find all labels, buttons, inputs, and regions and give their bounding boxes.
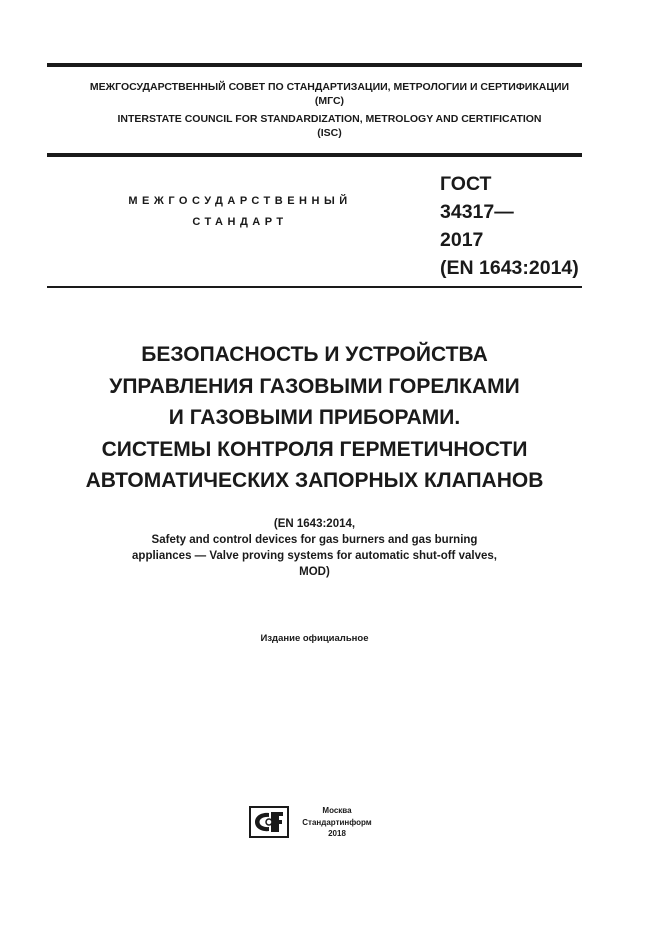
standartinform-logo-icon <box>249 806 289 838</box>
standard-type <box>60 191 420 233</box>
document-subtitle <box>47 516 582 580</box>
standard-type-line2: СТАНДАРТ <box>192 216 288 228</box>
gost-reference: (EN 1643:2014) <box>440 257 579 279</box>
council-ru-line: МЕЖГОСУДАРСТВЕННЫЙ СОВЕТ ПО СТАНДАРТИЗАЦИИ, МЕТРОЛОГИИ И СЕРТИФИКАЦИИ <box>89 81 570 93</box>
council-en-abbr: (ISC) <box>317 127 342 139</box>
gost-designation <box>440 170 579 282</box>
subtitle-line: appliances — Valve proving systems for automatic shut-off valves, <box>132 550 497 562</box>
title-line: АВТОМАТИЧЕСКИХ ЗАПОРНЫХ КЛАПАНОВ <box>85 469 544 492</box>
title-line: УПРАВЛЕНИЯ ГАЗОВЫМИ ГОРЕЛКАМИ <box>109 374 520 398</box>
top-rule <box>47 63 582 67</box>
title-line: И ГАЗОВЫМИ ПРИБОРАМИ. <box>168 406 461 429</box>
title-line: СИСТЕМЫ КОНТРОЛЯ ГЕРМЕТИЧНОСТИ <box>101 437 528 461</box>
middle-rule <box>47 153 582 157</box>
document-title <box>47 339 582 497</box>
gost-year: 2017 <box>440 229 484 251</box>
council-ru-abbr: (МГС) <box>314 95 345 107</box>
bottom-rule <box>47 286 582 288</box>
gost-label: ГОСТ <box>440 173 492 195</box>
subtitle-line: MOD) <box>299 566 330 578</box>
standard-type-line1: МЕЖГОСУДАРСТВЕННЫЙ <box>128 195 352 207</box>
gost-number: 34317— <box>440 201 514 223</box>
publisher-name: Стандартинформ <box>302 817 372 827</box>
council-en-line: INTERSTATE COUNCIL FOR STANDARDIZATION, METROLOGY AND CERTIFICATION <box>117 113 542 125</box>
title-line: БЕЗОПАСНОСТЬ И УСТРОЙСТВА <box>141 343 488 366</box>
subtitle-line: (EN 1643:2014, <box>273 518 356 530</box>
subtitle-line: Safety and control devices for gas burners and gas burning <box>151 534 478 546</box>
publisher-block <box>292 805 382 840</box>
edition-note: Издание официальное <box>260 633 369 644</box>
publisher-year: 2018 <box>328 829 346 838</box>
council-name-en <box>47 112 612 140</box>
council-name-ru <box>47 80 612 108</box>
publisher-city: Москва <box>322 806 352 815</box>
